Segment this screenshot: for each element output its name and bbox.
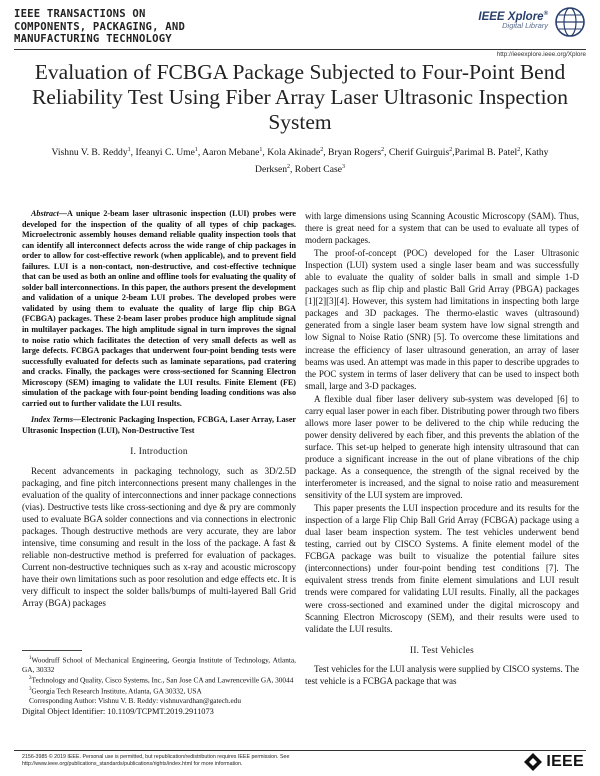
author-affiliation-mark: 3 — [341, 164, 345, 171]
footnotes — [22, 654, 296, 717]
author-name: Vishnu V. B. Reddy — [51, 147, 128, 159]
author-name: Parimal B. Patel — [454, 147, 518, 159]
author-name: Ifeanyi C. Ume — [135, 147, 195, 159]
index-terms-label: Index Terms — [31, 415, 73, 425]
author-affiliation-mark: 2 — [320, 147, 324, 153]
xplore-subtitle: Digital Library — [502, 21, 548, 30]
abstract-text: —A unique 2-beam laser ultrasonic inspection (LUI) probes were developed for the inspection of the quality of all types of chip packages. Microelectronic assembly houses demand reliable quality inspection tools that can identify all interconnect defects across the wide range of chip packages in order to allow for cost-effective rework (when applicable), and to prevent field failures. LUI is a non-contact, non-destructive, and cost-effective technique that can be used as both an online and offline tools for evaluating the quality of solder ball interconnections. In this paper, the authors present the development and validation of a unique 2-beam LUI probes. The developed probes were validated by using them to evaluate the quality of large flip chip BGA (FCBGA) packages. These 2-beam laser probes produce high amplitude signal in multilayer packages. The high amplitude signal in turn improves the signal to noise ratio which facilitates the detection of very small defects as well as large defects. FCBGA packages that underwent four-point bending tests were successfully evaluated for defects such as laminate separations, pad cratering and cracks. Finally, the packages were cross-sectioned for Scanning Electron Microscopy (SEM) imaging to validate the LUI results. Finite Element (FE) simulation of the package with four-point bending loading conditions was also carried out to further validate the LUI results. — [22, 209, 296, 408]
body-paragraph: Test vehicles for the LUI analysis were supplied by CISCO systems. The test vehicle is a FCBGA package that was — [305, 663, 579, 686]
journal-name — [14, 8, 185, 46]
footnote-affiliation: $^2$Technology and Quality, Cisco Systems, Inc., San Jose CA and Lawrenceville GA, 30044 — [29, 675, 294, 685]
body-paragraph: This paper presents the LUI inspection procedure and its results for the inspection of a large Flip Chip Ball Grid Array (FCBGA) package using a dual laser beam inspection system. The test vehicles underwent bend testing, carried out by CISCO Systems. A finite element model of the FCBGA package was built to visualize the potential failure sites (interconnections) under four-point bending test conditions [7]. The equivalent stress trends from finite element simulations and LUI result trends were compared for validating LUI results. Finally, all the packages were cross-sectioned and examined under the digital microscopy and Scanning Electron Microscopy (SEM), and their results were used to validate the LUI results. — [305, 503, 579, 634]
xplore-url[interactable]: http://ieeexplore.ieee.org/Xplore — [496, 51, 586, 58]
ieee-xplore-badge — [478, 11, 548, 30]
index-terms-text: —Electronic Packaging Inspection, FCBGA, Laser Array, Laser Ultrasonic Inspection (LUI), Non-Destructive Test — [22, 415, 297, 435]
xplore-brand: IEEE Xplore® — [478, 11, 548, 23]
doi: Digital Object Identifier: 10.1109/TCPMT.2019.2911073 — [22, 707, 214, 717]
journal-line: COMPONENTS, PACKAGING, AND — [14, 20, 186, 33]
right-column — [305, 210, 579, 688]
header-divider — [14, 49, 586, 50]
author-list: Vishnu V. B. Reddy$^1$, Ifeanyi C. Ume$^1$, Aaron Mebane$^1$, Kola Akinade$^2$, Bryan Rogers$^2$, Cherif Guirguis$^2$,Parimal B. Patel$^2$, Kathy Derksen$^2$, Robert Case$^3$ — [51, 147, 549, 176]
author-affiliation-mark: 2 — [381, 147, 385, 153]
author-affiliation-mark: 2 — [449, 147, 453, 153]
author-name: Aaron Mebane — [202, 147, 260, 159]
journal-line: IEEE TRANSACTIONS ON — [14, 8, 146, 20]
author-affiliation-mark: 1 — [259, 147, 263, 153]
footnote-affiliation: $^3$Georgia Tech Research Institute, Atlanta, GA 30332, USA — [29, 686, 202, 696]
author-name: Robert Case — [294, 164, 342, 176]
footnote-divider — [22, 650, 82, 651]
footer-divider — [14, 750, 586, 751]
body-paragraph: A flexible dual fiber laser delivery sub-system was developed [6] to carry equal laser power in each fiber. Distributing power through two fibers allows more laser power to be delivered to the chip while reducing the power density delivered by each fiber, and this prevents the ablation of the surface. This set-up helped to generate high intensity ultrasound that can produce a significant increase in the out of plane vibrations of the chip package. As a consequence, the strength of the signal received by the interferometer is increased, and the signal to noise ratio and measurement sensitivity of the LUI system are improved. — [305, 393, 579, 501]
author-affiliation-mark: 2 — [287, 164, 290, 171]
ieee-diamond-icon — [523, 752, 543, 772]
index-terms — [22, 415, 296, 436]
copyright-notice: 2156-3985 © 2019 IEEE. Personal use is permitted, but republication/redistribution requires IEEE permission. See http://www.ieee.org/publications_standards/publications/rights/index.html for more information. — [22, 754, 290, 767]
author-affiliation-mark: 1 — [194, 147, 198, 153]
intro-paragraph: Recent advancements in packaging technology, such as 3D/2.5D packaging, and fine pitch interconnections present many challenges in the evaluation of the quality of interconnections and inner package connections (vias). Destructive tests like cross-sectioning and dye & pry are commonly used to evaluate BGA solder connections and via connections in electronic packages. Though destructive methods are very accurate, they are labor intensive, time consuming and result in the loss of the package. A fast & reliable non-destructive method is preferred for evaluation of packages. Current non-destructive techniques such as x-ray and acoustic microscopy have their own limitations such as poor resolution and edge effects etc. It is very difficult to inspect the solder balls/bumps of multi-layered Ball Grid Array (BGA) packages — [22, 465, 296, 609]
paper-title: Evaluation of FCBGA Package Subjected to Four-Point Bend Reliability Test Using Fiber Array Laser Ultrasonic Inspection System — [31, 60, 569, 134]
section-heading-introduction: I. Introduction — [130, 446, 188, 457]
left-column — [22, 209, 296, 610]
author-name: Cherif Guirguis — [388, 147, 450, 159]
ieee-logo-text: IEEE — [546, 753, 584, 770]
footnote-corresponding: Corresponding Author: Vishnu V. B. Reddy: vishnuvardhan@gatech.edu — [29, 695, 241, 705]
abstract — [22, 209, 296, 409]
body-paragraph: with large dimensions using Scanning Acoustic Microscopy (SAM). Thus, there is great need for a system that can be used to evaluate all types of modern packages. — [305, 211, 579, 246]
author-affiliation-mark: 2 — [517, 147, 521, 153]
body-paragraph: The proof-of-concept (POC) developed for the Laser Ultrasonic Inspection (LUI) system used a single laser beam and was successfully able to evaluate the quality of solder balls in small and simple 1-D packages such as flip chip and plastic Ball Grid Array (PBGA) packages [1][2][3][4]. However, this system had limitations in inspecting both large packages and 3D packages. The thermo-elastic waves (ultrasound) generated from a single laser beam system have low signal strength and low Signal to Noise Ratio (SNR) [5]. To overcome these limitations and increase the efficiency of laser ultrasound generation, an array of laser beams was used. An attempt was made in this paper to describe upgrades to the POC system in terms of laser delivery that can be used to inspect both small, large and 3-D packages. — [305, 248, 579, 391]
author-name: Kola Akinade — [267, 147, 321, 159]
author-affiliation-mark: 1 — [127, 147, 131, 153]
section-heading-test-vehicles: II. Test Vehicles — [409, 644, 475, 655]
abstract-label: Abstract — [31, 209, 59, 218]
journal-line: MANUFACTURING TECHNOLOGY — [14, 33, 172, 46]
author-name: Kathy Derksen — [255, 147, 549, 176]
footnote-affiliation: $^1$Woodruff School of Mechanical Engineering, Georgia Institute of Technology, Atlanta, GA, 30332 — [22, 655, 296, 674]
ieee-logo — [523, 752, 584, 772]
author-name: Bryan Rogers — [328, 147, 382, 159]
xplore-globe-icon — [554, 6, 586, 38]
